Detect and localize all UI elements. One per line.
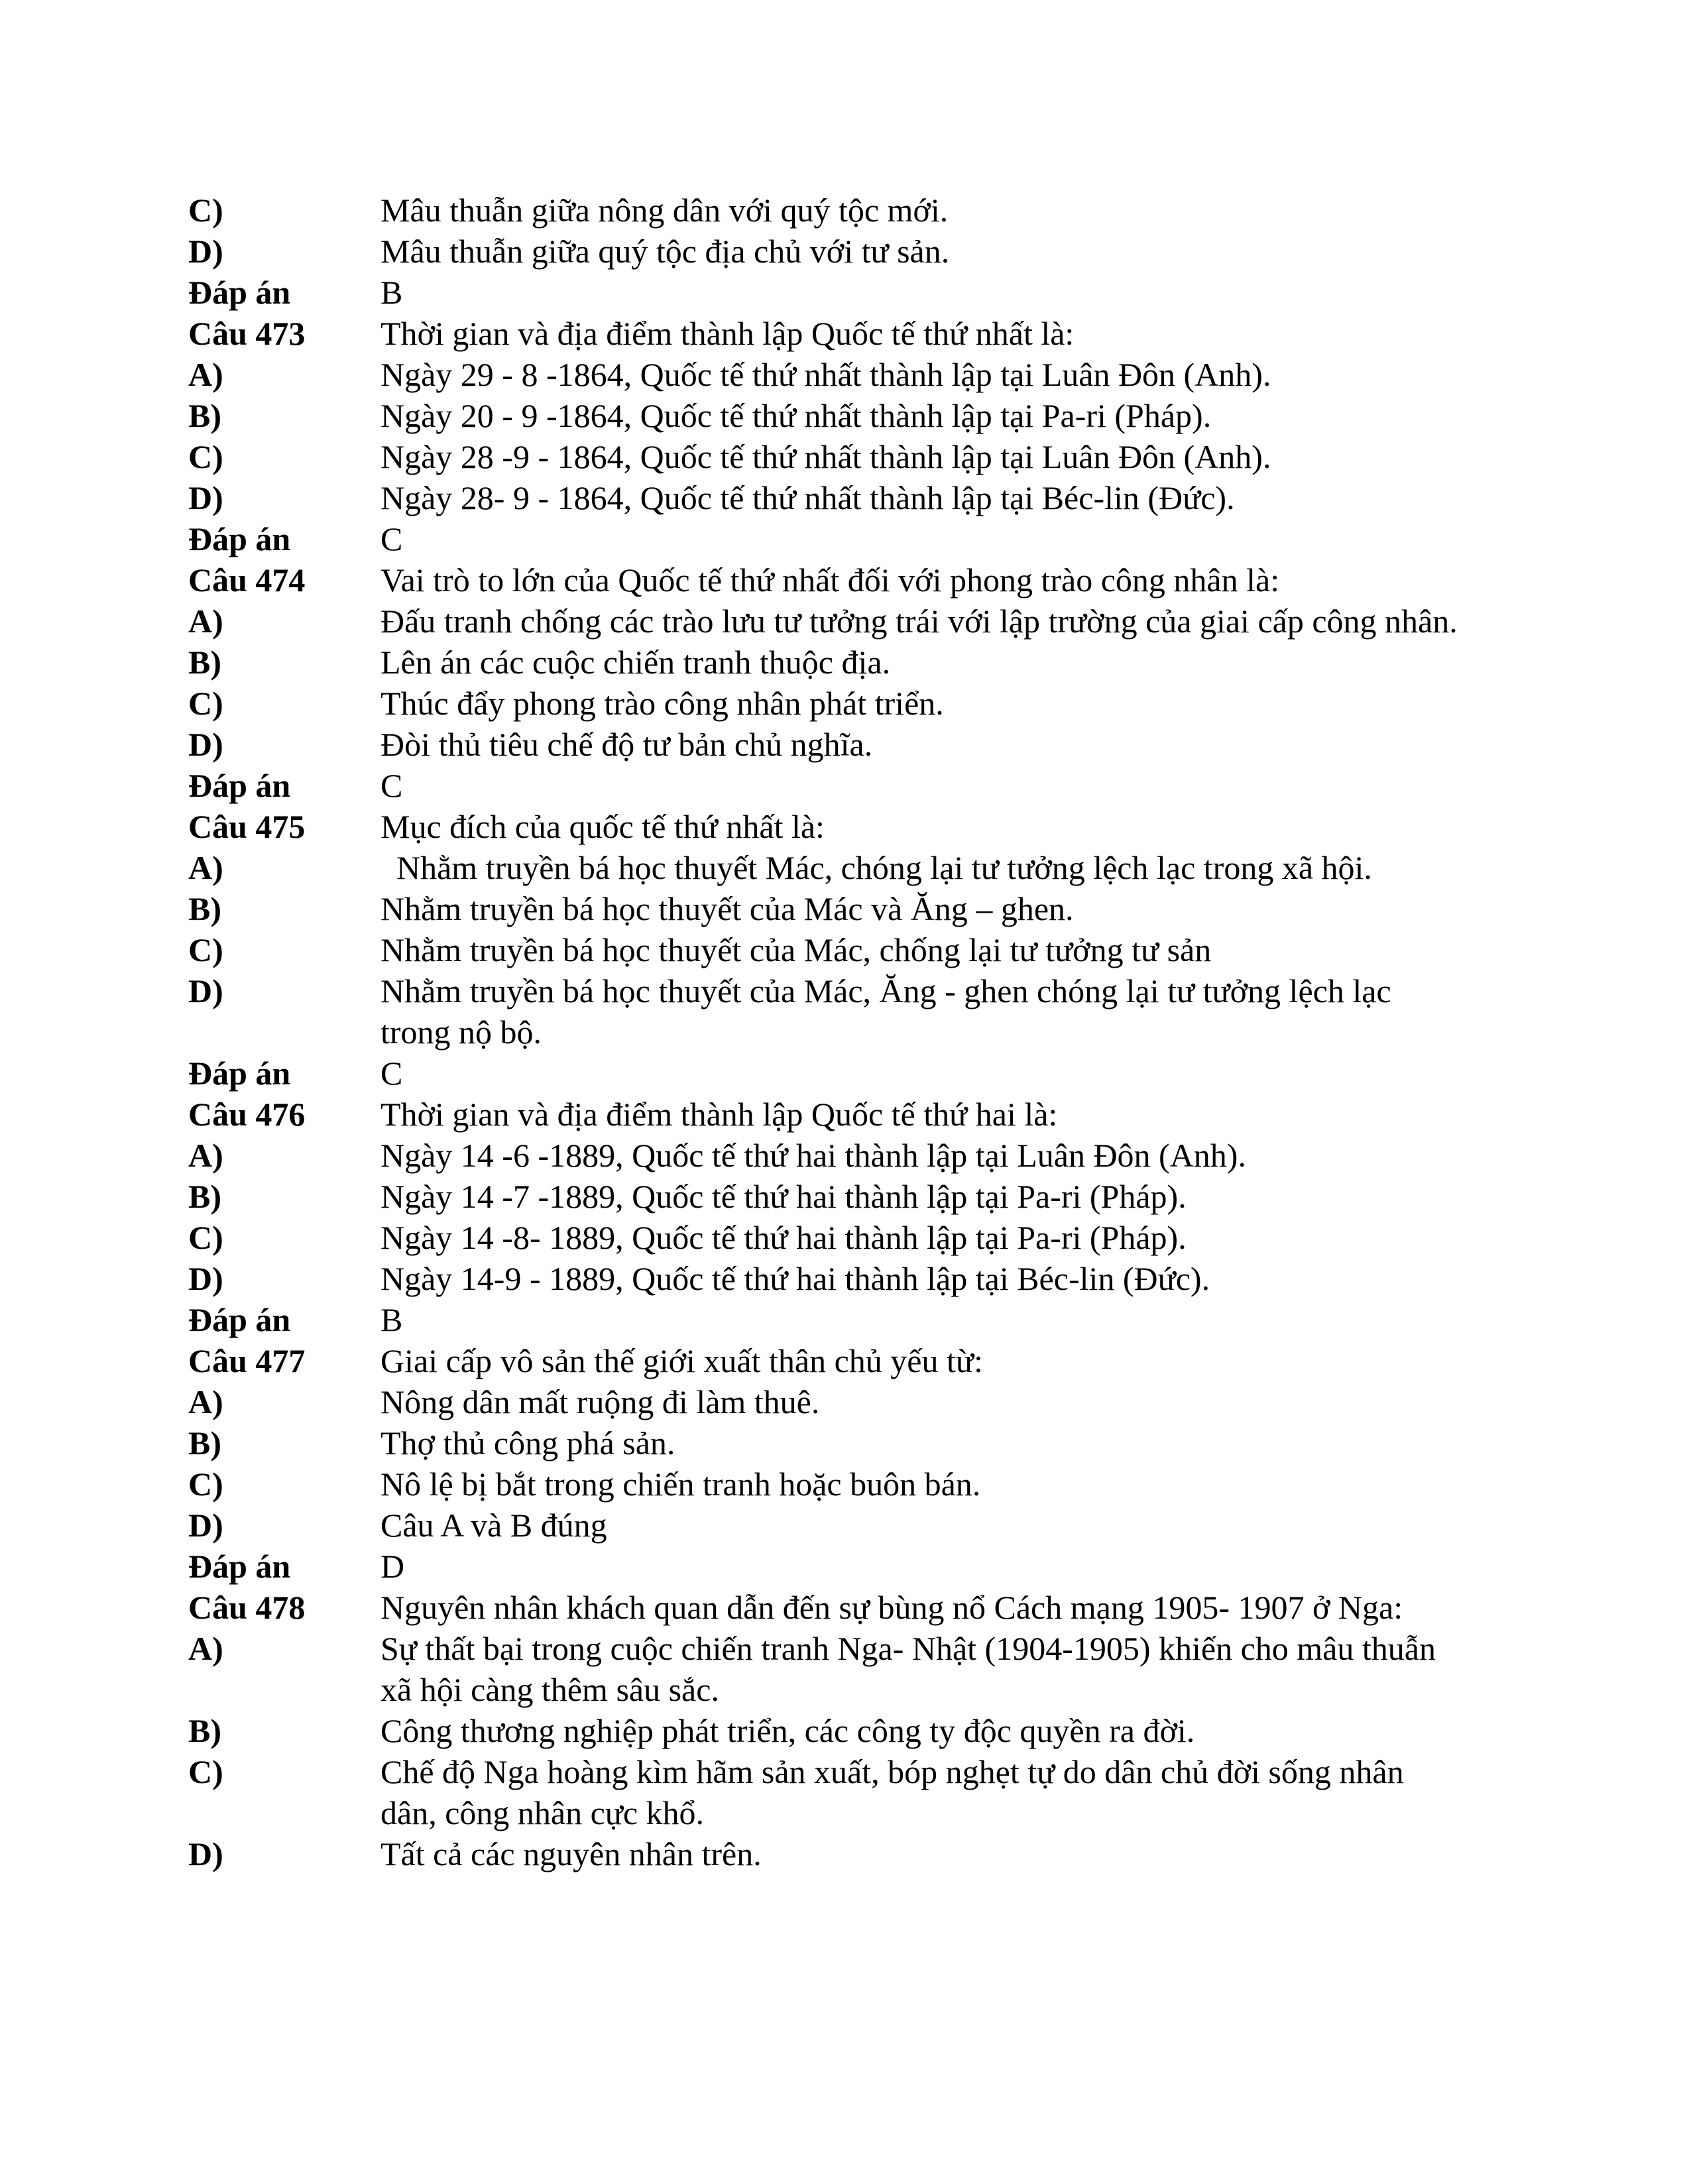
option-row bbox=[188, 888, 1514, 929]
answer-row bbox=[188, 1053, 1514, 1094]
row-label: Đáp án bbox=[188, 520, 291, 557]
row-text: Nô lệ bị bắt trong chiến tranh hoặc buôn bán. bbox=[380, 1466, 981, 1503]
row-label: B) bbox=[188, 644, 221, 681]
row-text: Ngày 14 -7 -1889, Quốc tế thứ hai thành lập tại Pa-ri (Pháp). bbox=[380, 1178, 1187, 1215]
row-label: B) bbox=[188, 397, 221, 434]
row-label: D) bbox=[188, 1835, 223, 1872]
row-text: C bbox=[380, 1055, 403, 1092]
row-text: Thợ thủ công phá sản. bbox=[380, 1424, 675, 1462]
row-text: C bbox=[380, 520, 403, 557]
row-text: Ngày 14 -8- 1889, Quốc tế thứ hai thành lập tại Pa-ri (Pháp). bbox=[380, 1219, 1187, 1256]
row-label: D) bbox=[188, 1507, 223, 1544]
question-476 bbox=[188, 1094, 1514, 1135]
row-label: A) bbox=[188, 356, 223, 393]
row-label: C) bbox=[188, 931, 223, 968]
row-text: Câu A và B đúng bbox=[380, 1507, 607, 1544]
row-text: Vai trò to lớn của Quốc tế thứ nhất đối với phong trào công nhân là: bbox=[380, 561, 1280, 599]
row-text: Thời gian và địa điểm thành lập Quốc tế thứ nhất là: bbox=[380, 315, 1075, 352]
row-text: Ngày 14-9 - 1889, Quốc tế thứ hai thành lập tại Béc-lin (Đức). bbox=[380, 1260, 1210, 1297]
row-text: B bbox=[380, 1301, 403, 1338]
row-label: Câu 475 bbox=[188, 808, 306, 845]
row-text: Mâu thuẫn giữa nông dân với quý tộc mới. bbox=[380, 192, 949, 229]
option-row bbox=[188, 970, 1514, 1053]
row-label: Câu 478 bbox=[188, 1589, 306, 1626]
row-label: A) bbox=[188, 1630, 223, 1667]
document-page bbox=[188, 190, 1514, 1874]
row-text: Đấu tranh chống các trào lưu tư tưởng trái với lập trường của giai cấp công nhân. bbox=[380, 603, 1458, 640]
row-label: Câu 474 bbox=[188, 561, 306, 599]
option-row bbox=[188, 1751, 1514, 1833]
row-label: C) bbox=[188, 1219, 223, 1256]
row-label: B) bbox=[188, 1712, 221, 1749]
option-row bbox=[188, 1464, 1514, 1505]
answer-row bbox=[188, 1299, 1514, 1340]
option-row bbox=[188, 477, 1514, 518]
row-label: C) bbox=[188, 1753, 223, 1790]
row-text: Công thương nghiệp phát triển, các công ty độc quyền ra đời. bbox=[380, 1712, 1195, 1749]
option-row bbox=[188, 395, 1514, 436]
option-row bbox=[188, 1833, 1514, 1874]
row-text: Giai cấp vô sản thế giới xuất thân chủ yếu từ: bbox=[380, 1342, 983, 1379]
row-text: D bbox=[380, 1548, 405, 1585]
row-text: Ngày 14 -6 -1889, Quốc tế thứ hai thành lập tại Luân Đôn (Anh). bbox=[380, 1137, 1246, 1174]
row-label: A) bbox=[188, 1383, 223, 1420]
row-label: D) bbox=[188, 479, 223, 516]
row-label: Câu 476 bbox=[188, 1096, 306, 1133]
option-row bbox=[188, 1710, 1514, 1751]
row-text: B bbox=[380, 274, 403, 311]
row-label: B) bbox=[188, 1178, 221, 1215]
option-row bbox=[188, 1422, 1514, 1464]
option-row bbox=[188, 436, 1514, 477]
question-473 bbox=[188, 313, 1514, 354]
row-text: Sự thất bại trong cuộc chiến tranh Nga- Nhật (1904-1905) khiến cho mâu thuẫn xã hội càng thêm sâu sắc. bbox=[380, 1630, 1436, 1708]
row-label: A) bbox=[188, 603, 223, 640]
row-label: D) bbox=[188, 233, 223, 270]
row-label: Đáp án bbox=[188, 767, 291, 804]
row-label: Câu 473 bbox=[188, 315, 306, 352]
row-text: Nhằm truyền bá học thuyết của Mác, chống lại tư tưởng tư sản bbox=[380, 931, 1212, 968]
option-row bbox=[188, 1135, 1514, 1176]
row-label: C) bbox=[188, 192, 223, 229]
option-row bbox=[188, 1628, 1514, 1710]
row-label: B) bbox=[188, 890, 221, 927]
row-text: Đòi thủ tiêu chế độ tư bản chủ nghĩa. bbox=[380, 726, 873, 763]
answer-row bbox=[188, 765, 1514, 806]
answer-row bbox=[188, 518, 1514, 559]
answer-row bbox=[188, 272, 1514, 313]
row-text: Mâu thuẫn giữa quý tộc địa chủ với tư sản. bbox=[380, 233, 950, 270]
row-label: D) bbox=[188, 972, 223, 1009]
row-text: Ngày 20 - 9 -1864, Quốc tế thứ nhất thành lập tại Pa-ri (Pháp). bbox=[380, 397, 1212, 434]
row-label: C) bbox=[188, 685, 223, 722]
option-row bbox=[188, 1258, 1514, 1299]
row-text: Tất cả các nguyên nhân trên. bbox=[380, 1835, 762, 1872]
option-row bbox=[188, 847, 1514, 888]
row-text: Thúc đẩy phong trào công nhân phát triển. bbox=[380, 685, 944, 722]
option-row bbox=[188, 1217, 1514, 1258]
row-text: Nhằm truyền bá học thuyết Mác, chóng lại tư tưởng lệch lạc trong xã hội. bbox=[396, 849, 1372, 886]
row-label: B) bbox=[188, 1424, 221, 1462]
option-row bbox=[188, 642, 1514, 683]
row-text: C bbox=[380, 767, 403, 804]
row-label: D) bbox=[188, 1260, 223, 1297]
question-478 bbox=[188, 1587, 1514, 1628]
row-text: Mục đích của quốc tế thứ nhất là: bbox=[380, 808, 825, 845]
row-text: Ngày 29 - 8 -1864, Quốc tế thứ nhất thành lập tại Luân Đôn (Anh). bbox=[380, 356, 1271, 393]
option-row bbox=[188, 1505, 1514, 1546]
question-474 bbox=[188, 559, 1514, 601]
row-text: Ngày 28- 9 - 1864, Quốc tế thứ nhất thành lập tại Béc-lin (Đức). bbox=[380, 479, 1235, 516]
row-text: Chế độ Nga hoàng kìm hãm sản xuất, bóp nghẹt tự do dân chủ đời sống nhân dân, công nhân cực khổ. bbox=[380, 1753, 1404, 1831]
row-label: A) bbox=[188, 849, 223, 886]
option-row bbox=[188, 601, 1514, 642]
row-label: Đáp án bbox=[188, 1055, 291, 1092]
row-label: C) bbox=[188, 438, 223, 475]
option-row bbox=[188, 1381, 1514, 1422]
row-d-prev bbox=[188, 231, 1514, 272]
row-label: C) bbox=[188, 1466, 223, 1503]
question-477 bbox=[188, 1340, 1514, 1381]
row-label: Đáp án bbox=[188, 274, 291, 311]
row-text: Thời gian và địa điểm thành lập Quốc tế thứ hai là: bbox=[380, 1096, 1058, 1133]
option-row bbox=[188, 683, 1514, 724]
option-row bbox=[188, 724, 1514, 765]
row-text: Nguyên nhân khách quan dẫn đến sự bùng nổ Cách mạng 1905- 1907 ở Nga: bbox=[380, 1589, 1403, 1626]
row-label: D) bbox=[188, 726, 223, 763]
row-label: Đáp án bbox=[188, 1548, 291, 1585]
row-text: Ngày 28 -9 - 1864, Quốc tế thứ nhất thành lập tại Luân Đôn (Anh). bbox=[380, 438, 1271, 475]
row-c-prev bbox=[188, 190, 1514, 231]
row-text: Lên án các cuộc chiến tranh thuộc địa. bbox=[380, 644, 891, 681]
question-475 bbox=[188, 806, 1514, 847]
row-label: Đáp án bbox=[188, 1301, 291, 1338]
row-label: A) bbox=[188, 1137, 223, 1174]
row-label: Câu 477 bbox=[188, 1342, 306, 1379]
option-row bbox=[188, 929, 1514, 970]
option-row bbox=[188, 354, 1514, 395]
option-row bbox=[188, 1176, 1514, 1217]
row-text: Nhằm truyền bá học thuyết của Mác và Ăng – ghen. bbox=[380, 890, 1074, 927]
row-text: Nông dân mất ruộng đi làm thuê. bbox=[380, 1383, 820, 1420]
row-text: Nhằm truyền bá học thuyết của Mác, Ăng - ghen chóng lại tư tưởng lệch lạc trong nộ bộ. bbox=[380, 972, 1391, 1051]
answer-row bbox=[188, 1546, 1514, 1587]
